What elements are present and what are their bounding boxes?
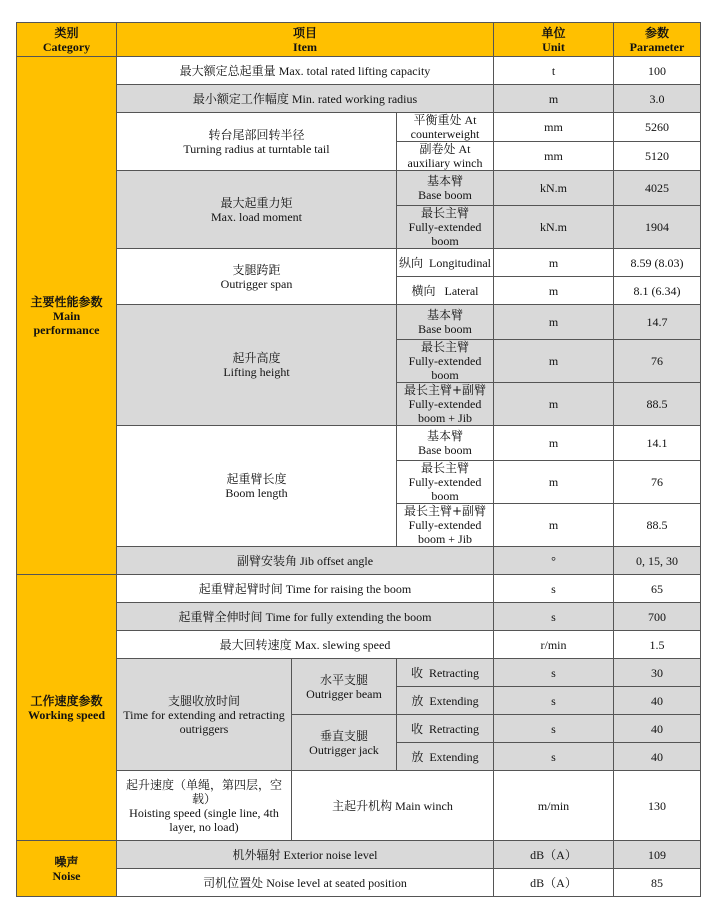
table-row xyxy=(17,113,701,142)
item-boom-length: 起重臂长度 Boom length xyxy=(117,426,397,547)
unit-cell: mm xyxy=(494,113,614,142)
sub-item: 最长主臂 Fully-extended boom xyxy=(397,206,494,249)
table-row xyxy=(17,841,701,869)
unit-cell: s xyxy=(494,687,614,715)
value-cell: 40 xyxy=(614,743,701,771)
item-outrigger-time: 支腿收放时间 Time for extending and retracting outriggers xyxy=(117,659,292,771)
sub-item: 基本臂 Base boom xyxy=(397,171,494,206)
value-cell: 1.5 xyxy=(614,631,701,659)
unit-cell: m xyxy=(494,249,614,277)
item-extend-time: 起重臂全伸时间 Time for fully extending the boom xyxy=(117,603,494,631)
item-raise-time: 起重臂起臂时间 Time for raising the boom xyxy=(117,575,494,603)
value-cell: 40 xyxy=(614,687,701,715)
value-cell: 76 xyxy=(614,340,701,383)
value-cell: 8.1 (6.34) xyxy=(614,277,701,305)
item-lifting-height: 起升高度 Lifting height xyxy=(117,305,397,426)
sub-item: 基本臂 Base boom xyxy=(397,426,494,461)
value-cell: 8.59 (8.03) xyxy=(614,249,701,277)
sub-item-outrigger-beam: 水平支腿 Outrigger beam xyxy=(292,659,397,715)
sub-item: 最长主臂 Fully-extended boom xyxy=(397,461,494,504)
unit-cell: ° xyxy=(494,547,614,575)
value-cell: 14.1 xyxy=(614,426,701,461)
item-min-radius: 最小额定工作幅度 Min. rated working radius xyxy=(117,85,494,113)
item-slewing-speed: 最大回转速度 Max. slewing speed xyxy=(117,631,494,659)
header-parameter: 参数 Parameter xyxy=(614,23,701,57)
sub-item: 收 Retracting xyxy=(397,715,494,743)
table-row xyxy=(17,771,701,841)
table-row xyxy=(17,659,701,687)
unit-cell: m/min xyxy=(494,771,614,841)
unit-cell: dB（A） xyxy=(494,869,614,897)
table-row xyxy=(17,85,701,113)
unit-cell: r/min xyxy=(494,631,614,659)
unit-cell: m xyxy=(494,426,614,461)
sub-item: 最长主臂+副臂 Fully-extended boom + Jib xyxy=(397,504,494,547)
sub-item: 放 Extending xyxy=(397,687,494,715)
unit-cell: t xyxy=(494,57,614,85)
value-cell: 85 xyxy=(614,869,701,897)
value-cell: 14.7 xyxy=(614,305,701,340)
sub-item: 最长主臂 Fully-extended boom xyxy=(397,340,494,383)
value-cell: 4025 xyxy=(614,171,701,206)
category-noise: 噪声 Noise xyxy=(17,841,117,897)
unit-cell: s xyxy=(494,715,614,743)
table-row xyxy=(17,603,701,631)
table-row xyxy=(17,547,701,575)
item-hoisting-speed: 起升速度（单绳，第四层，空载） Hoisting speed (single line, 4th layer, no load) xyxy=(117,771,292,841)
table-row xyxy=(17,869,701,897)
value-cell: 40 xyxy=(614,715,701,743)
sub-item: 基本臂 Base boom xyxy=(397,305,494,340)
unit-cell: m xyxy=(494,383,614,426)
value-cell: 5260 xyxy=(614,113,701,142)
sub-item: 平衡重处 At counterweight xyxy=(397,113,494,142)
value-cell: 5120 xyxy=(614,142,701,171)
table-row xyxy=(17,171,701,206)
unit-cell: mm xyxy=(494,142,614,171)
value-cell: 1904 xyxy=(614,206,701,249)
unit-cell: s xyxy=(494,743,614,771)
category-main-performance: 主要性能参数 Main performance xyxy=(17,57,117,575)
header-item: 项目 Item xyxy=(117,23,494,57)
header-row xyxy=(17,23,701,57)
value-cell: 65 xyxy=(614,575,701,603)
value-cell: 88.5 xyxy=(614,383,701,426)
item-max-capacity: 最大额定总起重量 Max. total rated lifting capacity xyxy=(117,57,494,85)
item-exterior-noise: 机外辐射 Exterior noise level xyxy=(117,841,494,869)
category-working-speed: 工作速度参数 Working speed xyxy=(17,575,117,841)
header-category: 类别 Category xyxy=(17,23,117,57)
unit-cell: kN.m xyxy=(494,171,614,206)
table-row xyxy=(17,249,701,277)
sub-item: 副卷处 At auxiliary winch xyxy=(397,142,494,171)
unit-cell: s xyxy=(494,659,614,687)
item-tail-radius: 转台尾部回转半径 Turning radius at turntable tail xyxy=(117,113,397,171)
value-cell: 130 xyxy=(614,771,701,841)
header-unit: 单位 Unit xyxy=(494,23,614,57)
unit-cell: m xyxy=(494,85,614,113)
value-cell: 100 xyxy=(614,57,701,85)
spec-table xyxy=(16,22,701,897)
unit-cell: m xyxy=(494,340,614,383)
table-row xyxy=(17,305,701,340)
table-row xyxy=(17,57,701,85)
table-row xyxy=(17,426,701,461)
sub-item: 纵向 Longitudinal xyxy=(397,249,494,277)
value-cell: 30 xyxy=(614,659,701,687)
sub-item: 收 Retracting xyxy=(397,659,494,687)
unit-cell: kN.m xyxy=(494,206,614,249)
sub-item: 放 Extending xyxy=(397,743,494,771)
unit-cell: m xyxy=(494,277,614,305)
item-load-moment: 最大起重力矩 Max. load moment xyxy=(117,171,397,249)
unit-cell: dB（A） xyxy=(494,841,614,869)
table-row xyxy=(17,631,701,659)
value-cell: 0, 15, 30 xyxy=(614,547,701,575)
value-cell: 109 xyxy=(614,841,701,869)
unit-cell: s xyxy=(494,603,614,631)
item-jib-offset: 副臂安装角 Jib offset angle xyxy=(117,547,494,575)
sub-item: 最长主臂+副臂 Fully-extended boom + Jib xyxy=(397,383,494,426)
unit-cell: m xyxy=(494,504,614,547)
value-cell: 3.0 xyxy=(614,85,701,113)
unit-cell: m xyxy=(494,305,614,340)
sub-item-outrigger-jack: 垂直支腿 Outrigger jack xyxy=(292,715,397,771)
item-outrigger-span: 支腿跨距 Outrigger span xyxy=(117,249,397,305)
value-cell: 76 xyxy=(614,461,701,504)
unit-cell: m xyxy=(494,461,614,504)
table-row xyxy=(17,575,701,603)
value-cell: 88.5 xyxy=(614,504,701,547)
sub-item: 横向 Lateral xyxy=(397,277,494,305)
item-seated-noise: 司机位置处 Noise level at seated position xyxy=(117,869,494,897)
value-cell: 700 xyxy=(614,603,701,631)
sub-item-main-winch: 主起升机构 Main winch xyxy=(292,771,494,841)
unit-cell: s xyxy=(494,575,614,603)
